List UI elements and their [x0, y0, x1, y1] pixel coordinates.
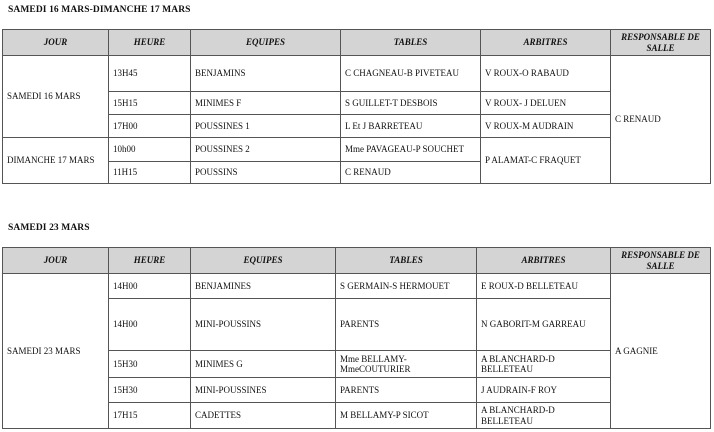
heure-cell: 11H15: [109, 162, 191, 184]
arbitres-cell: V ROUX- J DELUEN: [481, 92, 611, 115]
heure-cell: 17H00: [109, 115, 191, 138]
heure-cell: 17H15: [109, 403, 191, 429]
table-row: [3, 138, 711, 162]
equipes-cell: MINIMES G: [191, 351, 336, 378]
header-arbitres: ARBITRES: [481, 30, 611, 56]
tables-cell: M BELLAMY-P SICOT: [336, 403, 477, 429]
day-cell: SAMEDI 16 MARS: [3, 56, 109, 138]
arbitres-cell: N GABORIT-M GARREAU: [477, 299, 611, 351]
tables-cell: L Et J BARRETEAU: [341, 115, 481, 138]
header-heure: HEURE: [109, 248, 191, 274]
tables-cell: PARENTS: [336, 299, 477, 351]
arbitres-cell: A BLANCHARD-D BELLETEAU: [477, 351, 611, 378]
arbitres-cell: E ROUX-D BELLETEAU: [477, 274, 611, 299]
tables-cell: C CHAGNEAU-B PIVETEAU: [341, 56, 481, 92]
tables-cell: S GUILLET-T DESBOIS: [341, 92, 481, 115]
arbitres-cell: J AUDRAIN-F ROY: [477, 378, 611, 403]
header-jour: JOUR: [3, 248, 109, 274]
schedule-table: [2, 247, 711, 429]
header-responsable: RESPONSABLE DE SALLE: [611, 248, 711, 274]
tables-cell: Mme PAVAGEAU-P SOUCHET: [341, 138, 481, 162]
equipes-cell: POUSSINES 1: [191, 115, 341, 138]
equipes-cell: BENJAMINS: [191, 56, 341, 92]
tables-cell: PARENTS: [336, 378, 477, 403]
heure-cell: 10h00: [109, 138, 191, 162]
arbitres-cell: P ALAMAT-C FRAQUET: [481, 138, 611, 184]
heure-cell: 14H00: [109, 274, 191, 299]
section-title: SAMEDI 16 MARS-DIMANCHE 17 MARS: [8, 5, 191, 15]
header-equipes: EQUIPES: [191, 30, 341, 56]
heure-cell: 13H45: [109, 56, 191, 92]
equipes-cell: MINIMES F: [191, 92, 341, 115]
responsable-cell: A GAGNIE: [611, 274, 711, 429]
table-header-row: [3, 248, 711, 274]
tables-cell: C RENAUD: [341, 162, 481, 184]
schedule-table: [2, 29, 711, 184]
equipes-cell: BENJAMINES: [191, 274, 336, 299]
table-row: [3, 274, 711, 299]
table-row: [3, 378, 711, 403]
heure-cell: 15H15: [109, 92, 191, 115]
table-row: [3, 351, 711, 378]
equipes-cell: MINI-POUSSINS: [191, 299, 336, 351]
header-responsable: RESPONSABLE DE SALLE: [611, 30, 711, 56]
tables-cell: S GERMAIN-S HERMOUET: [336, 274, 477, 299]
header-equipes: EQUIPES: [191, 248, 336, 274]
header-heure: HEURE: [109, 30, 191, 56]
arbitres-cell: A BLANCHARD-D BELLETEAU: [477, 403, 611, 429]
equipes-cell: POUSSINES 2: [191, 138, 341, 162]
table-row: [3, 56, 711, 92]
heure-cell: 15H30: [109, 378, 191, 403]
table-row: [3, 403, 711, 429]
tables-cell: Mme BELLAMY-MmeCOUTURIER: [336, 351, 477, 378]
equipes-cell: MINI-POUSSINES: [191, 378, 336, 403]
day-cell: SAMEDI 23 MARS: [3, 274, 109, 429]
header-arbitres: ARBITRES: [477, 248, 611, 274]
table-row: [3, 92, 711, 115]
heure-cell: 14H00: [109, 299, 191, 351]
table-row: [3, 115, 711, 138]
equipes-cell: POUSSINS: [191, 162, 341, 184]
table-row: [3, 299, 711, 351]
responsable-cell: C RENAUD: [611, 56, 711, 184]
header-tables: TABLES: [336, 248, 477, 274]
equipes-cell: CADETTES: [191, 403, 336, 429]
heure-cell: 15H30: [109, 351, 191, 378]
arbitres-cell: V ROUX-M AUDRAIN: [481, 115, 611, 138]
arbitres-cell: V ROUX-O RABAUD: [481, 56, 611, 92]
table-header-row: [3, 30, 711, 56]
header-jour: JOUR: [3, 30, 109, 56]
header-tables: TABLES: [341, 30, 481, 56]
day-cell: DIMANCHE 17 MARS: [3, 138, 109, 184]
section-title: SAMEDI 23 MARS: [8, 223, 90, 233]
